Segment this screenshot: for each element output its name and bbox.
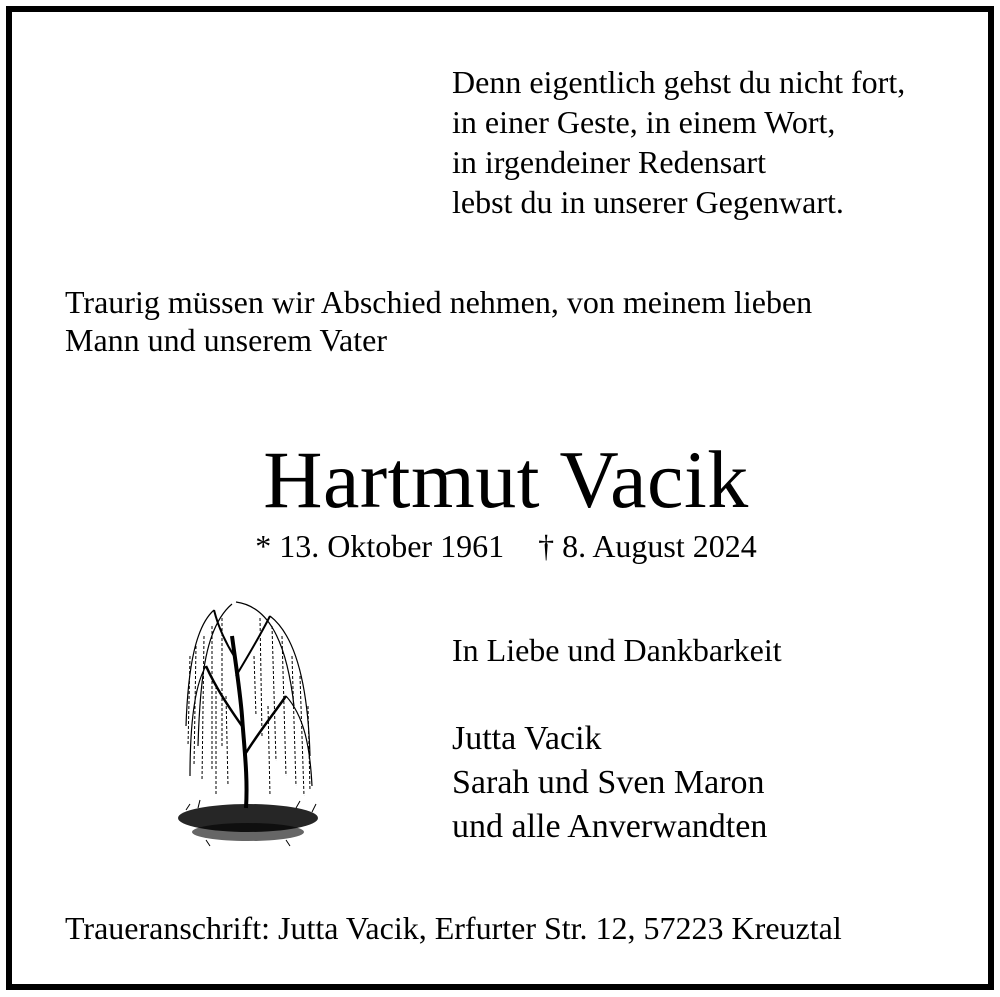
intro-line: Traurig müssen wir Abschied nehmen, von meinem lieben xyxy=(65,284,813,320)
intro-line: Mann und unserem Vater xyxy=(65,322,387,358)
life-dates xyxy=(12,526,1000,566)
death-date: † 8. August 2024 xyxy=(538,528,757,564)
mourning-address: Traueranschrift: Jutta Vacik, Erfurter Str. 12, 57223 Kreuztal xyxy=(65,910,842,946)
poem-line: in irgendeiner Redensart xyxy=(452,144,766,180)
family-member: Sarah und Sven Maron xyxy=(452,764,765,801)
weeping-willow-icon xyxy=(176,596,336,866)
family-member: Jutta Vacik xyxy=(452,720,602,757)
deceased-name: Hartmut Vacik xyxy=(263,434,749,525)
poem xyxy=(452,62,905,222)
poem-line: lebst du in unserer Gegenwart. xyxy=(452,184,844,220)
thanks-line: In Liebe und Dankbarkeit xyxy=(452,632,782,668)
family-list xyxy=(452,717,767,849)
family-member: und alle Anverwandten xyxy=(452,808,768,845)
birth-date: * 13. Oktober 1961 xyxy=(255,528,505,564)
obituary-notice xyxy=(6,6,994,990)
poem-line: Denn eigentlich gehst du nicht fort, xyxy=(452,64,906,100)
intro-text xyxy=(65,283,812,359)
poem-line: in einer Geste, in einem Wort, xyxy=(452,104,836,140)
